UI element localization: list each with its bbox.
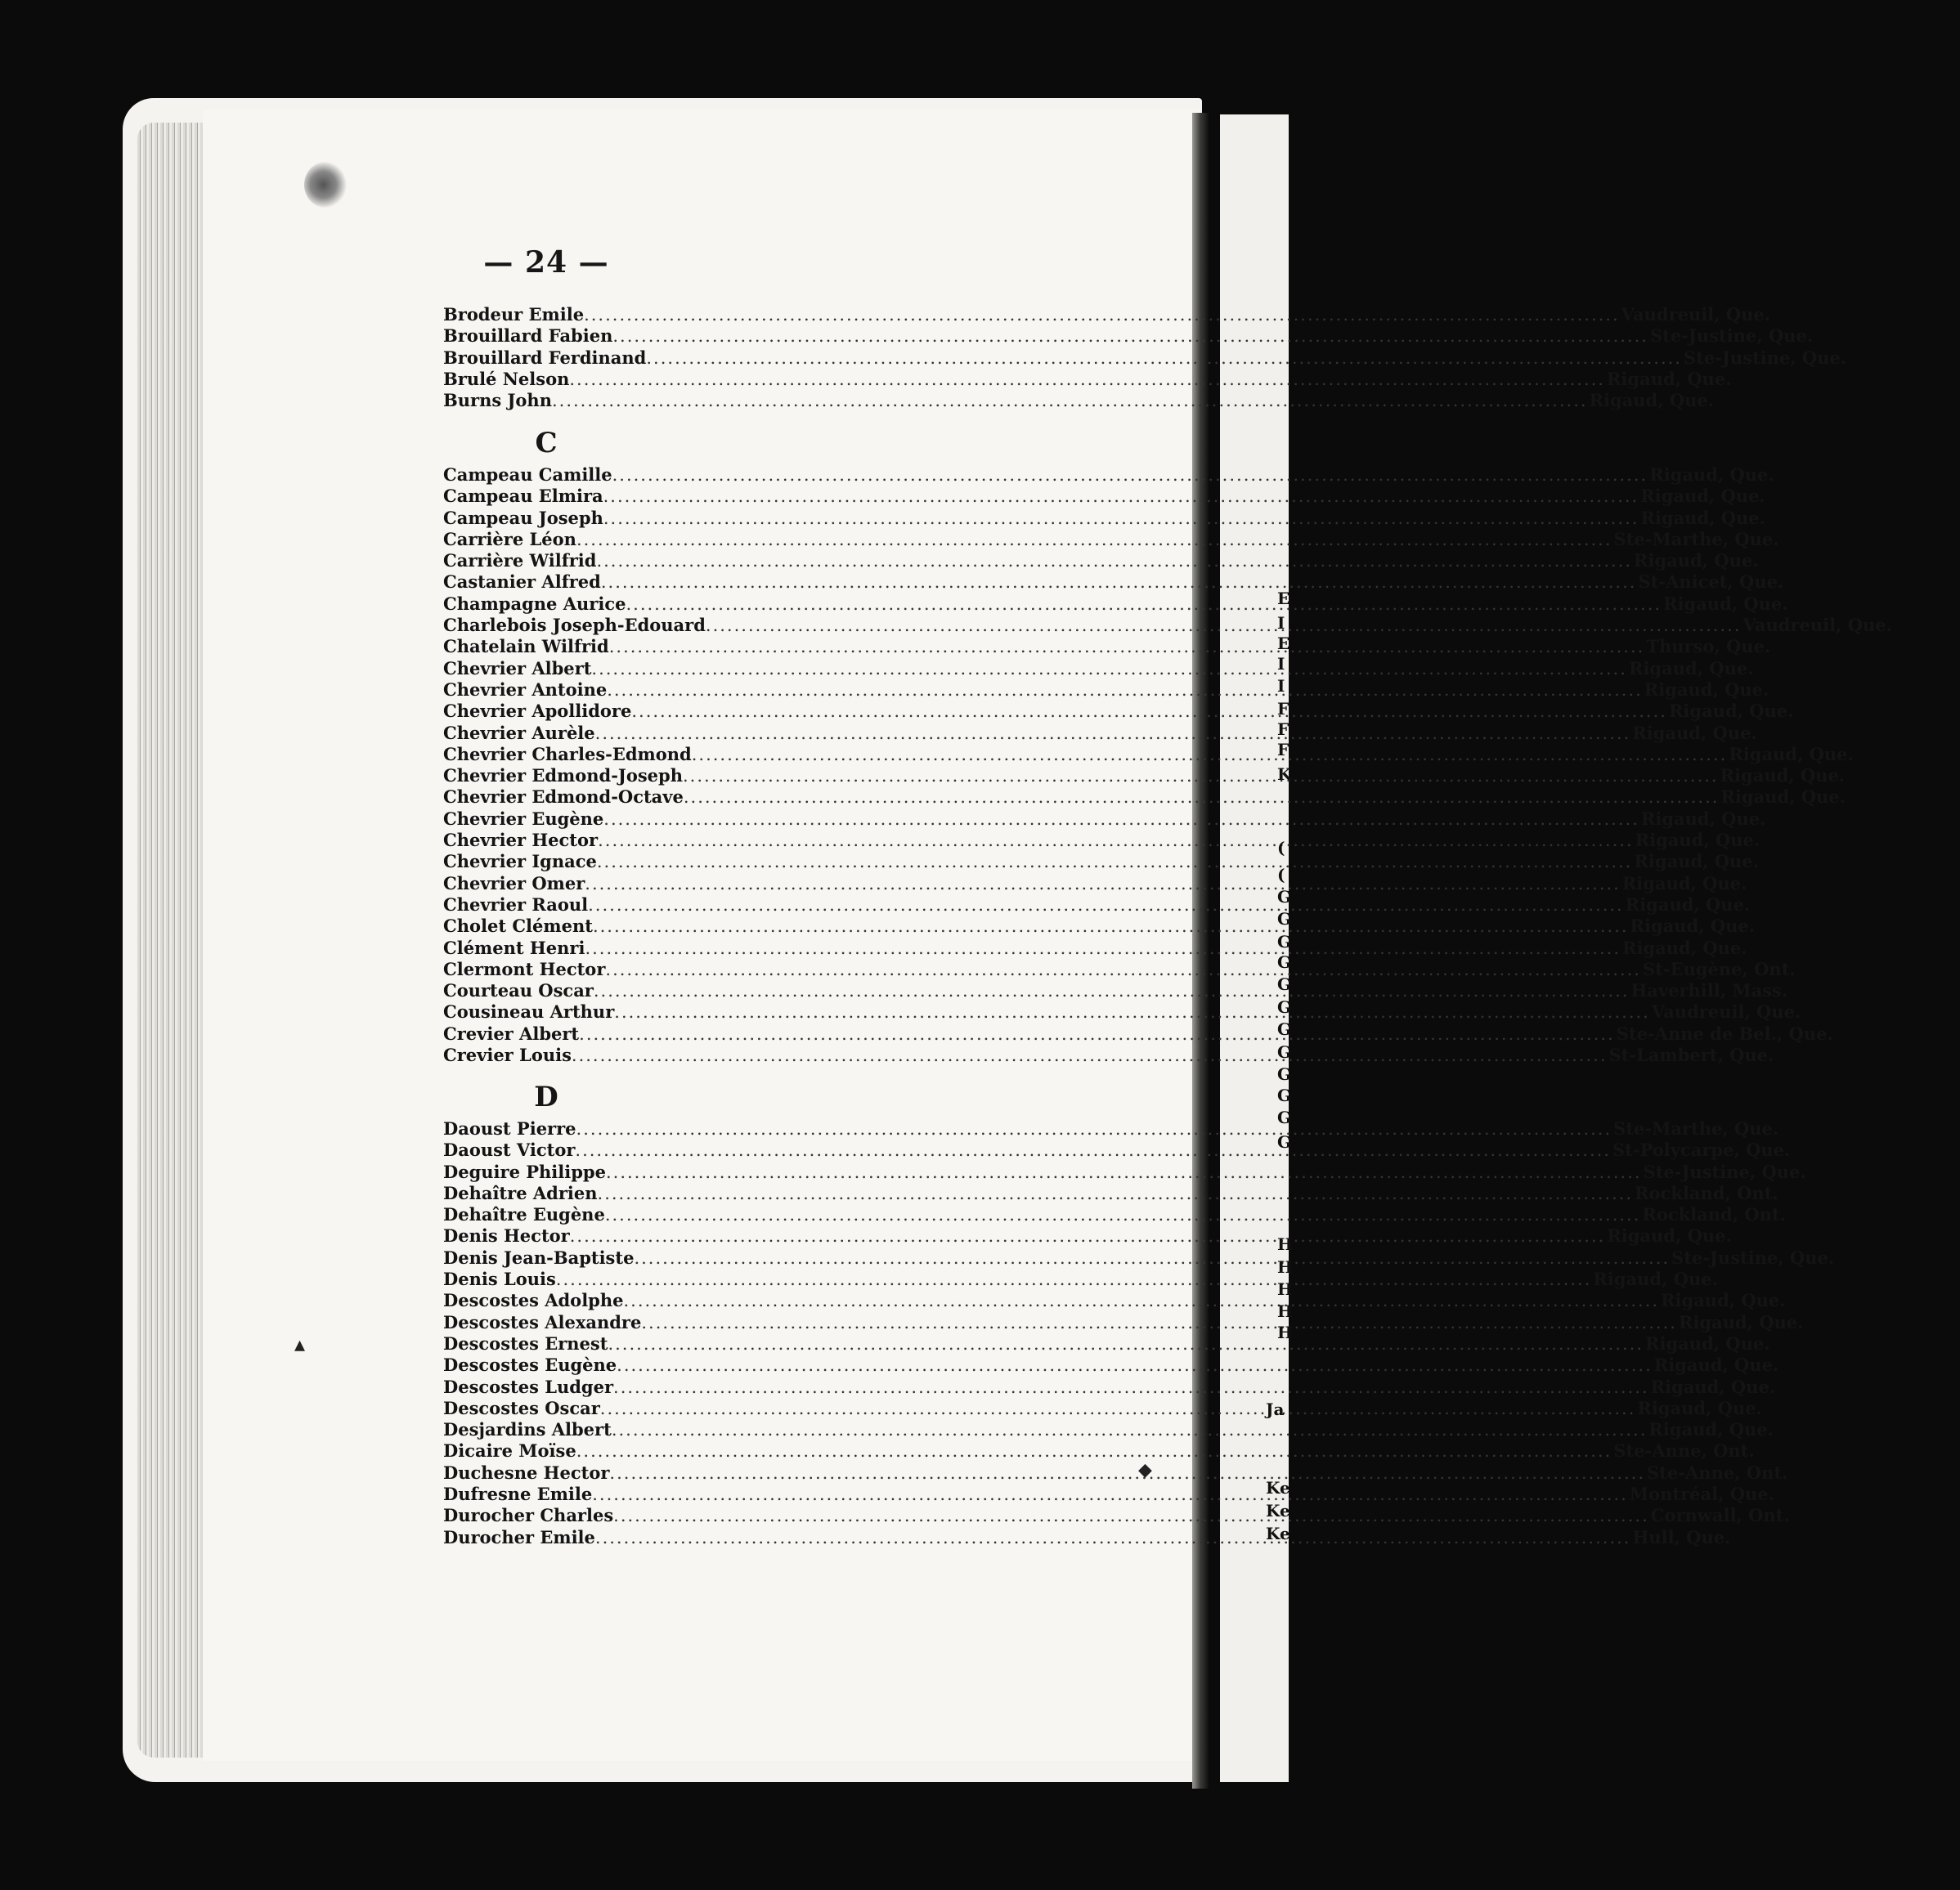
leader-dots [572, 1045, 1608, 1066]
entry-name: Dehaître Adrien [443, 1182, 598, 1203]
directory-entry [443, 1182, 1778, 1204]
entry-name: Descostes Alexandre [443, 1311, 642, 1332]
directory-entry [443, 1001, 1801, 1023]
directory-entry [443, 304, 1771, 325]
facing-page-fragment: G [1277, 952, 1292, 972]
facing-page-fragment: E [1277, 589, 1290, 608]
facing-page-fragment: I [1277, 613, 1285, 633]
leader-dots [626, 593, 1662, 615]
entry-name: Descostes Eugène [443, 1355, 617, 1376]
leader-dots [601, 571, 1637, 593]
leader-dots [603, 508, 1639, 529]
entry-name: Durocher Emile [443, 1526, 595, 1547]
entry-name: Chevrier Ignace [443, 851, 597, 872]
directory-entry [443, 1332, 1770, 1355]
entry-place: Rigaud, Que. [1632, 722, 1757, 743]
entry-name: Denis Hector [443, 1225, 570, 1247]
entry-name: Desjardins Albert [443, 1419, 612, 1440]
directory-entry [443, 916, 1756, 937]
leader-dots [609, 1462, 1645, 1484]
entry-name: Clément Henri [443, 937, 585, 958]
leader-dots [614, 1001, 1650, 1023]
directory-entry [443, 593, 1788, 615]
entry-place: Rigaud, Que. [1630, 916, 1756, 937]
entry-name: Chevrier Aurèle [443, 722, 595, 743]
directory-entry [443, 1376, 1776, 1398]
entry-place: Rigaud, Que. [1650, 1376, 1776, 1397]
leader-dots [575, 1140, 1611, 1161]
entry-name: Chevrier Albert [443, 657, 592, 679]
leader-dots [684, 786, 1720, 808]
leader-dots [556, 1269, 1592, 1290]
leader-dots [600, 1398, 1636, 1419]
leader-dots [606, 1162, 1642, 1183]
entry-place: Rigaud, Que. [1629, 657, 1754, 679]
facing-page-fragment: Ke [1266, 1524, 1290, 1543]
directory-entry [443, 893, 1751, 916]
directory-entry [443, 937, 1747, 959]
directory-entry [443, 1269, 1718, 1290]
entry-place: Rigaud, Que. [1644, 679, 1769, 700]
leader-dots [612, 325, 1648, 347]
leader-dots [592, 1484, 1628, 1505]
entry-place: Rigaud, Que. [1593, 1269, 1718, 1290]
entry-place: Rigaud, Que. [1720, 765, 1846, 786]
entry-name: Chevrier Charles-Edmond [443, 743, 692, 764]
entry-place: St-Eugène, Ont. [1642, 958, 1796, 979]
leader-dots [591, 658, 1627, 679]
entry-place: Rigaud, Que. [1663, 593, 1788, 614]
entry-name: Chevrier Hector [443, 830, 599, 851]
entry-place: Rigaud, Que. [1720, 786, 1846, 808]
entry-name: Descostes Adolphe [443, 1290, 624, 1311]
directory-entry [443, 1204, 1786, 1225]
entry-name: Burns John [443, 390, 552, 411]
leader-dots [613, 1377, 1649, 1398]
facing-page-fragment: I [1277, 654, 1285, 674]
facing-page-fragment: H [1277, 1323, 1293, 1342]
leader-dots [631, 701, 1667, 722]
entry-place: Rigaud, Que. [1645, 1332, 1770, 1354]
directory-entry [443, 1023, 1833, 1045]
leader-dots [613, 1505, 1649, 1526]
entry-name: Cholet Clément [443, 916, 593, 937]
leader-dots [585, 873, 1621, 894]
directory-entry [443, 507, 1765, 529]
directory-entry [443, 657, 1754, 679]
facing-page-fragment: G [1277, 1019, 1292, 1039]
entry-name: Brouillard Ferdinand [443, 347, 647, 368]
directory-entry [443, 1045, 1774, 1066]
entry-name: Chevrier Edmond-Octave [443, 786, 684, 808]
entry-place: Hull, Que. [1632, 1526, 1731, 1547]
entry-name: Denis Jean-Baptiste [443, 1247, 635, 1268]
facing-page-fragment: H [1277, 1234, 1293, 1254]
entry-name: Campeau Elmira [443, 486, 603, 507]
facing-page-fragment: G [1277, 1108, 1292, 1127]
leader-dots [603, 808, 1639, 830]
entry-place: Ste-Justine, Que. [1643, 1161, 1806, 1182]
section-letter-c: C [535, 427, 558, 459]
leader-dots [597, 851, 1633, 872]
leader-dots [584, 304, 1620, 325]
leader-dots [576, 529, 1612, 550]
entry-name: Champagne Aurice [443, 593, 626, 614]
entry-place: Rigaud, Que. [1640, 808, 1766, 829]
leader-dots [646, 347, 1682, 369]
facing-page-fragment: G [1277, 1132, 1292, 1152]
leader-dots [603, 486, 1639, 507]
directory-entry [443, 1290, 1786, 1311]
entries-section-b [443, 304, 1847, 411]
entry-name: Dehaître Eugène [443, 1204, 605, 1225]
directory-entry [443, 1118, 1779, 1140]
entries-section-c [443, 464, 1892, 1066]
entry-name: Clermont Hector [443, 958, 606, 979]
scan-background-left [0, 0, 123, 1890]
entry-name: Courteau Oscar [443, 980, 594, 1001]
facing-page-fragment: H [1277, 1301, 1293, 1321]
entry-name: Dicaire Moïse [443, 1440, 576, 1462]
entry-place: Rigaud, Que. [1668, 701, 1794, 722]
leader-dots [588, 894, 1624, 916]
directory-entry [443, 1440, 1755, 1462]
directory-entry [443, 1247, 1835, 1269]
entry-place: Rigaud, Que. [1637, 1397, 1762, 1418]
leader-dots [623, 1290, 1659, 1311]
directory-entry [443, 958, 1796, 980]
directory-entry [443, 1355, 1779, 1376]
entry-name: Castanier Alfred [443, 571, 601, 593]
facing-page-fragment: G [1277, 909, 1292, 929]
leader-dots [596, 550, 1632, 571]
entry-place: Ste-Anne, Ont. [1647, 1462, 1788, 1483]
facing-page-fragment: K [1277, 764, 1292, 784]
directory-entry [443, 722, 1757, 744]
leader-dots [595, 1527, 1631, 1548]
entry-place: Vaudreuil, Que. [1651, 1001, 1801, 1023]
facing-page-fragment: H [1277, 1257, 1293, 1277]
directory-entry [443, 1311, 1804, 1333]
directory-entry [443, 347, 1847, 369]
facing-page-fragment: G [1277, 887, 1292, 907]
directory-entry [443, 636, 1771, 657]
directory-entry [443, 464, 1774, 486]
entry-place: Rigaud, Que. [1622, 937, 1747, 958]
leader-dots [598, 830, 1634, 851]
leader-dots [605, 959, 1641, 980]
entry-place: Rigaud, Que. [1606, 368, 1732, 389]
directory-entry [443, 325, 1814, 347]
entry-name: Daoust Pierre [443, 1118, 576, 1139]
entry-name: Chevrier Edmond-Joseph [443, 765, 683, 786]
facing-page-fragment: G [1277, 1042, 1292, 1062]
leader-dots [576, 1118, 1612, 1140]
entry-place: Rigaud, Que. [1634, 550, 1759, 571]
entry-place: Ste-Marthe, Que. [1613, 528, 1779, 549]
page-stain [304, 162, 347, 208]
section-letter-d: D [534, 1081, 558, 1113]
entry-name: Descostes Ludger [443, 1376, 614, 1397]
entry-name: Chevrier Eugène [443, 808, 604, 829]
entry-name: Carrière Wilfrid [443, 550, 597, 571]
entry-place: Rigaud, Que. [1607, 1225, 1732, 1247]
leader-dots [598, 1183, 1634, 1204]
facing-page-fragment: F [1277, 740, 1289, 759]
facing-page-fragment: F [1277, 699, 1289, 719]
leader-dots [612, 464, 1648, 486]
entry-name: Brouillard Fabien [443, 325, 613, 347]
entry-name: Charlebois Joseph-Edouard [443, 615, 706, 636]
entry-place: St-Lambert, Que. [1608, 1045, 1774, 1066]
directory-entry [443, 765, 1846, 786]
entry-name: Durocher Charles [443, 1505, 614, 1526]
entry-place: Ste-Marthe, Que. [1613, 1118, 1779, 1139]
directory-entry [443, 550, 1759, 571]
directory-entry [443, 571, 1784, 593]
entry-place: Rigaud, Que. [1640, 507, 1765, 528]
leader-dots [612, 1419, 1648, 1440]
facing-page-fragment: Ja [1266, 1400, 1285, 1419]
entry-place: Rigaud, Que. [1621, 872, 1747, 893]
leader-dots [605, 1204, 1641, 1225]
entry-place: Ste-Justine, Que. [1683, 347, 1847, 368]
leader-dots [706, 615, 1742, 636]
ink-mark: ▴ [294, 1332, 306, 1357]
entry-name: Dufresne Emile [443, 1484, 593, 1505]
facing-page-fragment: Ke [1266, 1501, 1290, 1521]
directory-entry [443, 1161, 1806, 1183]
entry-name: Brulé Nelson [443, 368, 570, 389]
entry-name: Daoust Victor [443, 1140, 576, 1161]
directory-entry [443, 743, 1854, 765]
leader-dots [593, 916, 1629, 937]
leader-dots [641, 1312, 1677, 1333]
directory-entry [443, 701, 1794, 722]
directory-entry [443, 872, 1747, 894]
entry-place: Vaudreuil, Que. [1742, 615, 1892, 636]
entry-place: Rigaud, Que. [1634, 851, 1759, 872]
entry-name: Chevrier Omer [443, 872, 585, 893]
entry-place: Rigaud, Que. [1653, 1355, 1779, 1376]
entry-place: Thurso, Que. [1646, 636, 1771, 657]
entry-place: Rockland, Ont. [1642, 1204, 1786, 1225]
leader-dots [579, 1023, 1615, 1045]
ink-mark: ◆ [1138, 1459, 1152, 1480]
leader-dots [634, 1247, 1670, 1269]
entry-place: Rigaud, Que. [1648, 1419, 1774, 1440]
entry-place: Rigaud, Que. [1661, 1290, 1786, 1311]
leader-dots [576, 1440, 1612, 1462]
entry-name: Brodeur Emile [443, 304, 585, 325]
entry-name: Crevier Albert [443, 1023, 580, 1044]
leader-dots [608, 1333, 1644, 1355]
facing-page-fragment: G [1277, 1064, 1292, 1084]
facing-page-fragment: H [1277, 1279, 1293, 1299]
directory-entry [443, 1419, 1774, 1440]
leader-dots [569, 369, 1605, 390]
directory-entry [443, 368, 1732, 390]
entry-name: Chatelain Wilfrid [443, 636, 609, 657]
entry-place: Rockland, Ont. [1635, 1182, 1778, 1203]
entry-name: Deguire Philippe [443, 1161, 606, 1182]
entry-place: Ste-Anne de Bel., Que. [1616, 1023, 1833, 1044]
page-edges [137, 123, 203, 1758]
entry-name: Chevrier Apollidore [443, 701, 632, 722]
directory-entry [443, 528, 1779, 550]
entry-place: Haverhill, Mass. [1630, 980, 1788, 1001]
directory-entry [443, 390, 1715, 411]
directory-entry [443, 1225, 1732, 1247]
leader-dots [594, 980, 1630, 1001]
entry-place: Rigaud, Que. [1640, 486, 1765, 507]
entry-name: Carrière Léon [443, 528, 576, 549]
entry-place: Vaudreuil, Que. [1621, 304, 1771, 325]
directory-entry [443, 679, 1769, 701]
directory-entry [443, 786, 1846, 808]
entry-name: Duchesne Hector [443, 1462, 610, 1483]
facing-page-fragment: G [1277, 974, 1292, 994]
directory-entry [443, 486, 1765, 507]
entry-place: St-Polycarpe, Que. [1612, 1140, 1791, 1161]
entry-place: Rigaud, Que. [1635, 830, 1760, 851]
entry-place: Montréal, Que. [1629, 1484, 1774, 1505]
entry-place: Ste-Justine, Que. [1671, 1247, 1835, 1268]
facing-page-fragment: Ke [1266, 1478, 1290, 1498]
directory-entry [443, 851, 1759, 872]
entry-name: Cousineau Arthur [443, 1001, 615, 1023]
directory-entry [443, 830, 1760, 851]
entry-place: Rigaud, Que. [1625, 893, 1751, 915]
entry-name: Descostes Oscar [443, 1397, 600, 1418]
directory-entry [443, 1140, 1791, 1161]
leader-dots [609, 636, 1645, 657]
entry-place: Ste-Anne, Ont. [1613, 1440, 1755, 1462]
facing-page-fragment: ( [1277, 838, 1285, 858]
facing-page-fragment: ( [1277, 865, 1285, 885]
leader-dots [692, 744, 1728, 765]
entry-name: Denis Louis [443, 1269, 556, 1290]
entry-place: Rigaud, Que. [1678, 1311, 1804, 1332]
entry-place: St-Anicet, Que. [1638, 571, 1784, 593]
leader-dots [607, 679, 1643, 701]
entry-name: Descostes Ernest [443, 1332, 608, 1354]
facing-page-fragment: E [1277, 634, 1290, 653]
entry-place: Rigaud, Que. [1729, 743, 1854, 764]
facing-page-fragment: G [1277, 997, 1292, 1017]
leader-dots [570, 1225, 1606, 1247]
directory-entry [443, 980, 1788, 1001]
entry-name: Chevrier Raoul [443, 893, 589, 915]
leader-dots [585, 938, 1621, 959]
directory-entry [443, 1462, 1788, 1484]
facing-page-fragment: I [1277, 676, 1285, 696]
entry-name: Crevier Louis [443, 1045, 572, 1066]
entry-place: Rigaud, Que. [1589, 390, 1715, 411]
entry-place: Rigaud, Que. [1649, 464, 1774, 485]
entry-name: Campeau Joseph [443, 507, 603, 528]
directory-entry [443, 615, 1892, 636]
entry-name: Campeau Camille [443, 464, 612, 485]
facing-page-fragment: F [1277, 719, 1289, 739]
facing-page-fragment: G [1277, 932, 1292, 952]
leader-dots [552, 390, 1588, 411]
leader-dots [595, 723, 1631, 744]
directory-entry [443, 808, 1766, 830]
entry-place: Ste-Justine, Que. [1649, 325, 1814, 347]
entry-place: Cornwall, Ont. [1650, 1505, 1790, 1526]
leader-dots [617, 1355, 1653, 1376]
page-number: — 24 — [483, 245, 609, 280]
leader-dots [683, 765, 1719, 786]
facing-page-fragment: G [1277, 1086, 1292, 1105]
entry-name: Chevrier Antoine [443, 679, 608, 700]
